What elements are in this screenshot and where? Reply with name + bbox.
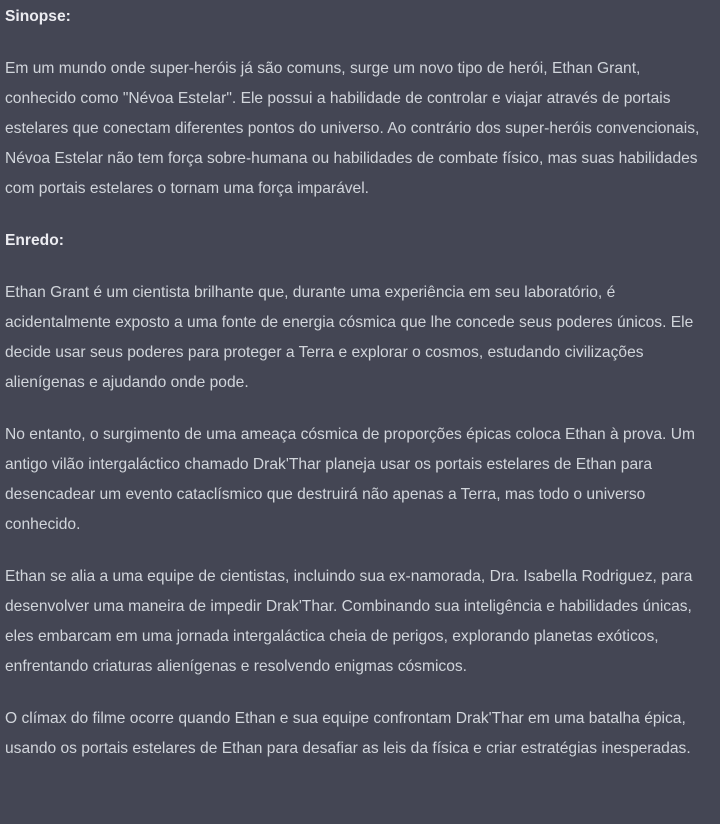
spacer — [5, 398, 715, 420]
spacer — [5, 682, 715, 704]
paragraph-enredo-1: Ethan Grant é um cientista brilhante que, durante uma experiência em seu laboratório, é acidentalmente exposto a uma fonte de energia cósmica que lhe concede seus poderes únicos. Ele decide usar seus poderes para proteger a Terra e explorar o cosmos, estudando civilizações alienígenas e ajudando onde pode. — [5, 284, 694, 391]
spacer — [5, 204, 715, 226]
spacer — [5, 256, 715, 278]
paragraph-enredo-3: Ethan se alia a uma equipe de cientistas, incluindo sua ex-namorada, Dra. Isabella Rodriguez, para desenvolver uma maneira de impedir Drak'Thar. Combinando sua inteligência e habilidades únicas, eles embarcam em uma jornada intergaláctica cheia de perigos, explorando planetas exóticos, enfrentando criaturas alienígenas e resolvendo enigmas cósmicos. — [5, 568, 693, 675]
paragraph-sinopse: Em um mundo onde super-heróis já são comuns, surge um novo tipo de herói, Ethan Grant, conhecido como "Névoa Estelar". Ele possui a habilidade de controlar e viajar através de portais estelares que conectam diferentes pontos do universo. Ao contrário dos super-heróis convencionais, Névoa Estelar não tem força sobre-humana ou habilidades de combate físico, mas suas habilidades com portais estelares o tornam uma força imparável. — [5, 60, 700, 197]
section-heading-enredo: Enredo: — [5, 232, 64, 249]
paragraph-enredo-4: O clímax do filme ocorre quando Ethan e sua equipe confrontam Drak'Thar em uma batalha épica, usando os portais estelares de Ethan para desafiar as leis da física e criar estratégias inesperadas. — [5, 710, 691, 757]
paragraph-enredo-2: No entanto, o surgimento de uma ameaça cósmica de proporções épicas coloca Ethan à prova. Um antigo vilão intergaláctico chamado Drak'Thar planeja usar os portais estelares de Ethan para desencadear um evento cataclísmico que destruirá não apenas a Terra, mas todo o universo conhecido. — [5, 426, 695, 533]
spacer — [5, 32, 715, 54]
spacer — [5, 540, 715, 562]
section-heading-sinopse: Sinopse: — [5, 8, 71, 25]
